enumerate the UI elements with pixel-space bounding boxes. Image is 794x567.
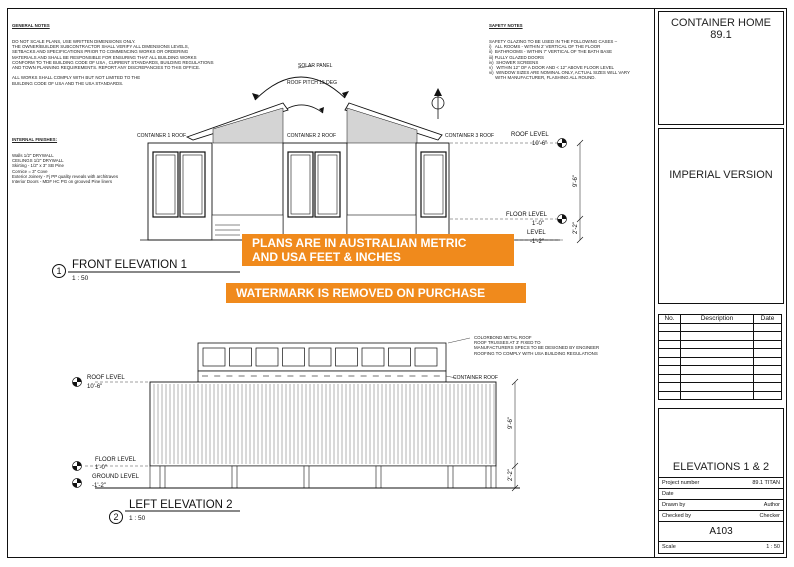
skylight: [256, 348, 278, 366]
rev-header-description: Description: [681, 315, 754, 324]
version-box: [658, 128, 784, 304]
level-symbol-roof-left: [73, 378, 82, 387]
watermark-line-3: WATERMARK IS REMOVED ON PURCHASE: [236, 286, 486, 300]
note-line: COLORBOND METAL ROOF: [474, 335, 532, 340]
watermark-line-1: PLANS ARE IN AUSTRALIAN METRIC: [252, 236, 467, 250]
safety-notes-heading: SAFETY NOTES: [489, 23, 523, 29]
left-roof-level-value: 10'-6": [87, 384, 103, 390]
watermark-banner-metric: [242, 234, 514, 266]
note-line: CONFORM TO THE BUILDING CODE OF USA , CURRENT STANDARDS, BUILDING REGULATIONS: [12, 59, 214, 65]
left-elevation-number: 2: [109, 510, 123, 524]
skylight: [283, 348, 305, 366]
left-roof-level-label: ROOF LEVEL: [87, 375, 125, 381]
skylight: [336, 348, 358, 366]
note-line: Exterior Joinery - Fj PP quality reveals with architraves: [12, 173, 119, 179]
window-frame: [315, 152, 340, 217]
note-line: MANUFACTURERS SPECS TO BE DESIGNED BY ENGINEER: [474, 345, 600, 351]
front-roof-level-label: ROOF LEVEL: [511, 132, 549, 138]
watermark-banner-purchase: [226, 283, 526, 303]
note-line: Walls 1/2" DRYWALL: [12, 153, 54, 159]
project-name: CONTAINER HOME: [670, 17, 772, 29]
project-name-box: [658, 11, 784, 125]
project-number-label: Project number: [662, 480, 700, 486]
revision-row: [659, 340, 782, 349]
drawn-by-row: [659, 499, 783, 510]
front-elevation-title: FRONT ELEVATION 1: [72, 259, 188, 271]
front-elevation-scale: 1 : 50: [72, 275, 89, 282]
window-frame: [153, 152, 178, 217]
rev-header-no: No.: [659, 315, 681, 324]
left-elevation-title: LEFT ELEVATION 2: [129, 499, 233, 511]
window-frame: [180, 152, 205, 217]
version-label: IMPERIAL VERSION: [669, 169, 773, 181]
skylight: [389, 348, 411, 366]
sheet-number: A103: [709, 526, 733, 537]
front-windows: [153, 152, 446, 217]
note-line: iv) SHOWER SCREENS: [489, 59, 539, 65]
left-elevation-scale: 1 : 50: [129, 515, 146, 522]
general-notes-heading: GENERAL NOTES: [12, 23, 50, 29]
project-number-row: [659, 477, 783, 488]
rev-header-date: Date: [754, 315, 782, 324]
note-line: MATERIALS AND SHALL BE RESPONSIBLE FOR ENSURING THAT ALL BUILDING WORKS: [12, 54, 197, 60]
note-line: Cornice = 3" Cove: [12, 168, 48, 174]
project-number-value: 89.1 TITAN: [752, 480, 780, 486]
solar-panel-label: SOLAR PANEL: [298, 63, 333, 69]
colorbond-leader: [448, 338, 470, 343]
front-roof-level-value: 10'-6": [532, 141, 548, 147]
revision-row: [659, 357, 782, 366]
revision-row: [659, 349, 782, 358]
pier: [304, 466, 309, 488]
note-line: ii) BATHROOMS - WITHIN 7' VERTICAL OF THE BATH BASE: [489, 49, 613, 55]
front-ground-level-label: LEVEL: [527, 230, 546, 236]
sheet-number-row: [659, 521, 783, 541]
checked-by-value: Checker: [759, 513, 780, 519]
level-symbol-roof-front: [558, 139, 567, 148]
checked-by-row: [659, 510, 783, 521]
front-ground-level-value: -1'-2": [530, 239, 544, 245]
skylight: [203, 348, 225, 366]
left-dim-upper: 9'-6": [507, 417, 514, 429]
revision-row: [659, 366, 782, 375]
front-dim-upper: 9'-6": [572, 175, 579, 187]
colorbond-note: [474, 335, 599, 356]
left-ground-level-label: GROUND LEVEL: [92, 474, 140, 480]
revision-row: [659, 383, 782, 392]
left-subfloor: [150, 466, 496, 488]
internal-finishes-heading: INTERNAL FINISHES:: [12, 137, 58, 143]
pier: [448, 466, 453, 488]
container-3-roof-label: CONTAINER 3 ROOF: [445, 133, 495, 139]
drawn-by-value: Author: [763, 502, 780, 508]
drawn-by-label: Drawn by: [662, 502, 686, 508]
skylight: [309, 348, 331, 366]
revision-row: [659, 332, 782, 341]
pier: [232, 466, 237, 488]
revision-table: [658, 314, 782, 400]
level-symbol-floor-left: [73, 462, 82, 471]
front-floor-level-label: FLOOR LEVEL: [506, 212, 548, 218]
note-line: Skirting - 1/2" x 3" SB Pine: [12, 163, 64, 169]
front-elevation-number: 1: [52, 264, 66, 278]
window-frame: [288, 152, 313, 217]
window-frame: [421, 152, 446, 217]
front-floor-level-value: 1'-0": [532, 221, 544, 227]
note-line: AND TOWN PLANNING REQUIREMENTS. REPORT ANY DISCREPANCIES TO THIS OFFICE.: [12, 65, 201, 71]
left-floor-level-label: FLOOR LEVEL: [95, 457, 137, 463]
front-dim-lower: 2'-2": [572, 222, 579, 234]
left-roof-fascia: [198, 371, 446, 382]
checked-by-label: Checked by: [662, 513, 692, 519]
note-line: ROOF TRUSSES AT 3' FIXED TO: [474, 340, 541, 346]
note-line: Interior Doors - MDF HC PG on grooved Pine liners: [12, 179, 113, 185]
note-line: ALL WORKS SHALL COMPLY WITH BUT NOT LIMITED TO THE: [12, 75, 141, 81]
pier: [376, 466, 381, 488]
skylight: [230, 348, 252, 366]
pier: [486, 466, 491, 488]
level-symbol-ground-left: [73, 479, 82, 488]
container-2-roof-label: CONTAINER 2 ROOF: [287, 133, 337, 139]
note-line: v) WITHIN 12" OF A DOOR AND < 12" ABOVE FLOOR LEVEL: [489, 65, 614, 71]
date-row: [659, 488, 783, 499]
note-line: vi) WINDOW SIZES ARE NOMINAL ONLY, ACTUAL SIZES WILL VARY: [489, 70, 630, 76]
pier: [160, 466, 165, 488]
revision-header-row: [659, 315, 782, 324]
scale-label: Scale: [662, 544, 676, 550]
note-line: SAFETY GLAZING TO BE USED IN THE FOLLOWING CASES –: [489, 39, 618, 45]
left-ground-level-value: -1'-2": [92, 483, 106, 489]
note-line: CEILINGS 1/2" DRYWALL: [12, 158, 64, 164]
note-line: WITH MANUFACTURER, FLASHING ALL ROUND.: [489, 75, 596, 81]
scale-value: 1 : 50: [766, 544, 780, 550]
note-line: DO NOT SCALE PLANS, USE WRITTEN DIMENSIONS ONLY.: [12, 39, 136, 45]
left-floor-level-value: 1'-0": [95, 465, 107, 471]
sheet-title: ELEVATIONS 1 & 2: [672, 461, 770, 473]
project-code: 89.1: [710, 29, 732, 41]
sheet-info-box: [658, 408, 784, 554]
note-line: THE OWNER/BUILDER SUBCONTRACTOR SHALL VERIFY ALL DIMENSIONS LEVELS,: [12, 44, 189, 50]
date-label: Date: [662, 491, 674, 497]
container-roof-label: CONTAINER ROOF: [453, 375, 498, 381]
skylight: [415, 348, 437, 366]
level-symbol-floor-front: [558, 215, 567, 224]
note-line: i) ALL ROOMS - WITHIN 2' VERTICAL OF THE FLOOR: [489, 44, 601, 50]
note-line: iii) FULLY GLAZED DOORS: [489, 54, 544, 60]
roof-pitch-label: ROOF PITCH 15 DEG: [287, 80, 338, 86]
skylight: [362, 348, 384, 366]
note-line: BUILDING CODE OF USA AND THE USA STANDARDS.: [12, 80, 124, 86]
scale-row: [659, 541, 783, 552]
revision-row: [659, 391, 782, 400]
note-line: SETBACKS AND SPECIFICATIONS PRIOR TO COMMENCING WORKS OR ORDERING: [12, 49, 189, 55]
watermark-line-2: AND USA FEET & INCHES: [252, 250, 401, 264]
title-block: [654, 8, 787, 558]
revision-row: [659, 374, 782, 383]
note-line: ROOFING TO COMPLY WITH USA BUILDING REGULATIONS: [474, 350, 598, 356]
left-dim-lower: 2'-2": [507, 469, 514, 481]
container-1-roof-label: CONTAINER 1 ROOF: [137, 133, 187, 139]
skylights: [203, 348, 437, 366]
revision-row: [659, 323, 782, 332]
